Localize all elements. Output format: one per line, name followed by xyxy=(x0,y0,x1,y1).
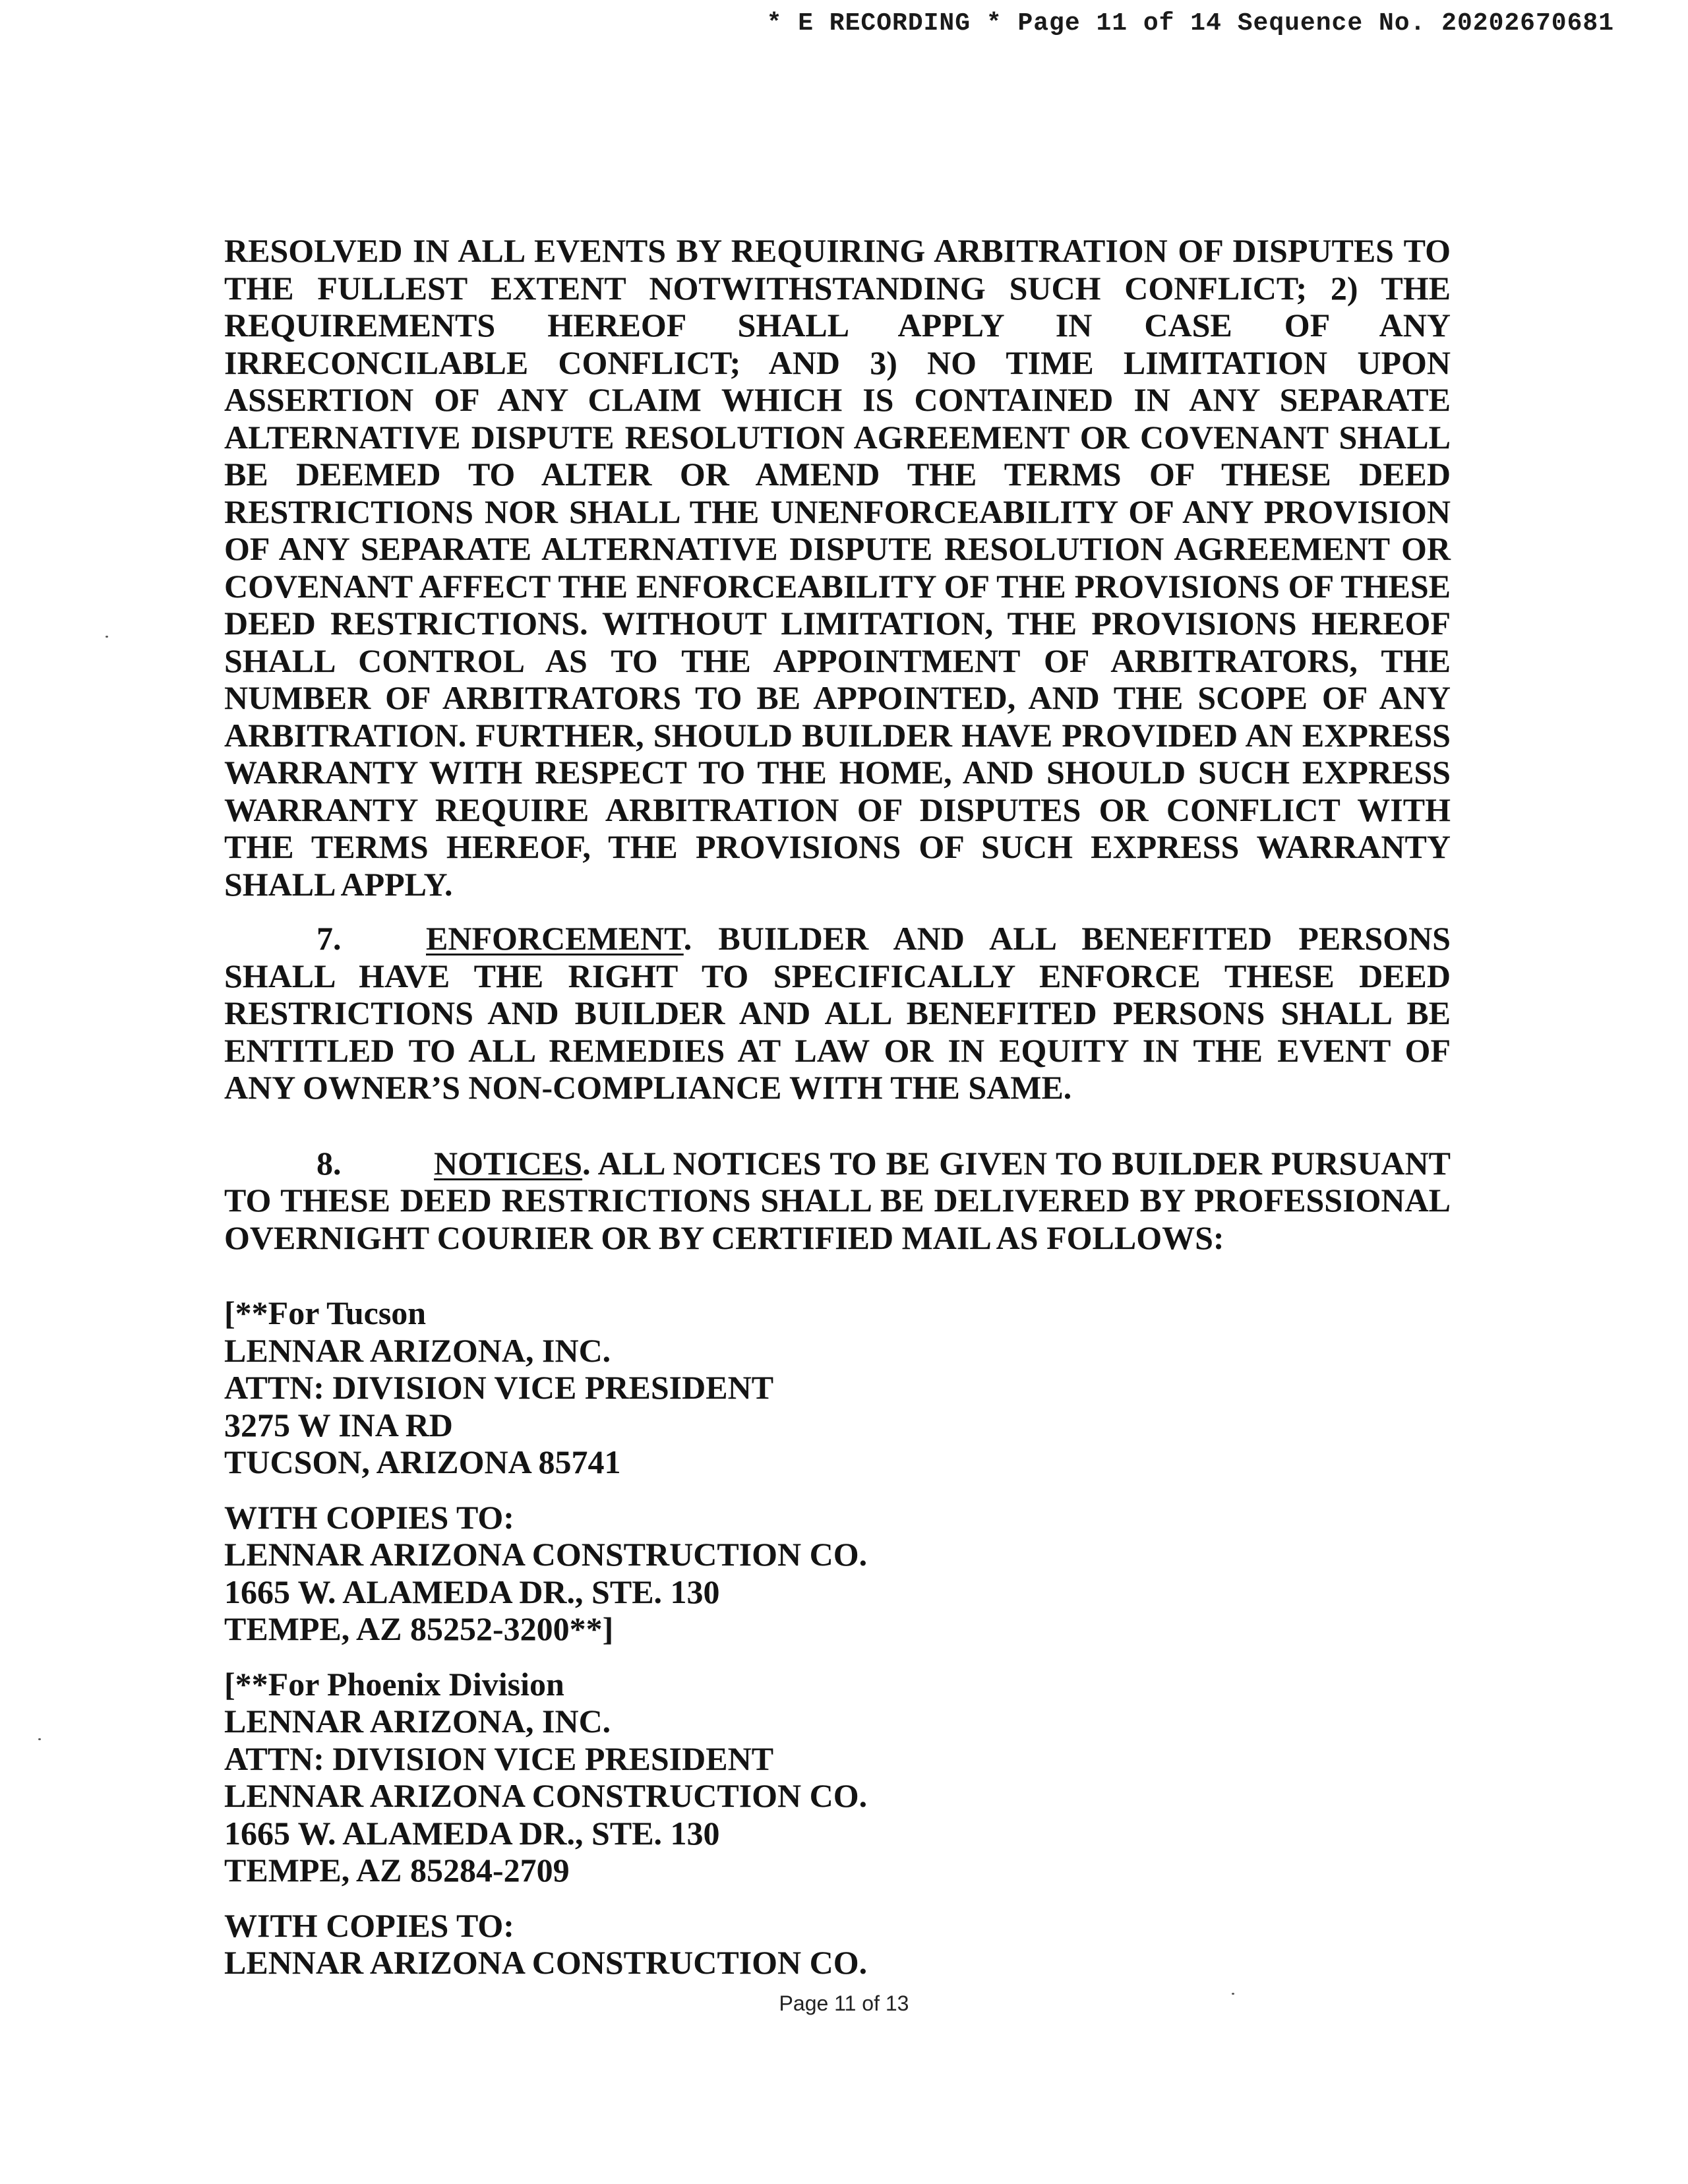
section-text-enforcement: . BUILDER AND ALL BENEFITED PERSONS SHALL HAVE THE RIGHT TO SPECIFICALLY ENFORCE THESE DEED RESTRICTIONS AND BUILDER AND ALL BENEFITED PERSONS SHALL BE ENTITLED TO ALL REMEDIES AT LAW OR IN EQUITY IN THE EVENT OF ANY OWNER’S NON-COMPLIANCE WITH THE SAME. xyxy=(224,920,1451,1106)
address-line: ATTN: DIVISION VICE PRESIDENT xyxy=(224,1369,774,1406)
address-line: WITH COPIES TO: xyxy=(224,1498,514,1536)
address-line: 3275 W INA RD xyxy=(224,1406,453,1443)
section-notices xyxy=(224,1145,1451,1257)
address-line: TEMPE, AZ 85284-2709 xyxy=(224,1852,570,1889)
address-line: [**For Tucson xyxy=(224,1294,427,1331)
section-enforcement xyxy=(224,920,1451,1107)
address-line: 1665 W. ALAMEDA DR., STE. 130 xyxy=(224,1814,720,1852)
section-text-notices: . ALL NOTICES TO BE GIVEN TO BUILDER PURSUANT TO THESE DEED RESTRICTIONS SHALL BE DELIVERED BY PROFESSIONAL OVERNIGHT COURIER OR BY CERTIFIED MAIL AS FOLLOWS: xyxy=(224,1144,1451,1256)
section-heading-notices: NOTICES xyxy=(434,1144,583,1182)
address-line: LENNAR ARIZONA, INC. xyxy=(224,1703,611,1740)
section-heading-enforcement: ENFORCEMENT xyxy=(426,920,684,957)
section-number: 8. xyxy=(316,1144,342,1182)
address-block-tucson xyxy=(224,1294,1451,1481)
address-line: [**For Phoenix Division xyxy=(224,1665,564,1703)
address-line: LENNAR ARIZONA CONSTRUCTION CO. xyxy=(224,1944,868,1981)
address-line: LENNAR ARIZONA, INC. xyxy=(224,1331,611,1369)
scan-speck xyxy=(38,1738,41,1740)
address-block-phoenix xyxy=(224,1666,1451,1889)
recording-header: * E RECORDING * Page 11 of 14 Sequence No. 20202670681 xyxy=(766,9,1614,38)
address-line: TUCSON, ARIZONA 85741 xyxy=(224,1443,621,1480)
continuation-paragraph: RESOLVED IN ALL EVENTS BY REQUIRING ARBITRATION OF DISPUTES TO THE FULLEST EXTENT NOTWITHSTANDING SUCH CONFLICT; 2) THE REQUIREMENTS HEREOF SHALL APPLY IN CASE OF ANY IRRECONCILABLE CONFLICT; AND 3) NO TIME LIMITATION UPON ASSERTION OF ANY CLAIM WHICH IS CONTAINED IN ANY SEPARATE ALTERNATIVE DISPUTE RESOLUTION AGREEMENT OR COVENANT SHALL BE DEEMED TO ALTER OR AMEND THE TERMS OF THESE DEED RESTRICTIONS NOR SHALL THE UNENFORCEABILITY OF ANY PROVISION OF ANY SEPARATE ALTERNATIVE DISPUTE RESOLUTION AGREEMENT OR COVENANT AFFECT THE ENFORCEABILITY OF THE PROVISIONS OF THESE DEED RESTRICTIONS. WITHOUT LIMITATION, THE PROVISIONS HEREOF SHALL CONTROL AS TO THE APPOINTMENT OF ARBITRATORS, THE NUMBER OF ARBITRATORS TO BE APPOINTED, AND THE SCOPE OF ANY ARBITRATION. FURTHER, SHOULD BUILDER HAVE PROVIDED AN EXPRESS WARRANTY WITH RESPECT TO THE HOME, AND SHOULD SUCH EXPRESS WARRANTY REQUIRE ARBITRATION OF DISPUTES OR CONFLICT WITH THE TERMS HEREOF, THE PROVISIONS OF SUCH EXPRESS WARRANTY SHALL APPLY. xyxy=(224,232,1451,903)
address-line: LENNAR ARIZONA CONSTRUCTION CO. xyxy=(224,1536,868,1573)
address-line: ATTN: DIVISION VICE PRESIDENT xyxy=(224,1740,774,1777)
document-body xyxy=(224,232,1451,1982)
scan-speck xyxy=(106,636,108,638)
address-line: WITH COPIES TO: xyxy=(224,1906,514,1944)
address-block-tucson-copies xyxy=(224,1499,1451,1648)
address-line: LENNAR ARIZONA CONSTRUCTION CO. xyxy=(224,1777,868,1814)
section-number: 7. xyxy=(316,920,342,957)
address-line: TEMPE, AZ 85252-3200**] xyxy=(224,1610,614,1647)
address-block-phoenix-copies xyxy=(224,1907,1451,1982)
scan-speck xyxy=(1232,1993,1234,1995)
page-footer: Page 11 of 13 xyxy=(779,1991,909,2015)
address-line: 1665 W. ALAMEDA DR., STE. 130 xyxy=(224,1573,720,1610)
